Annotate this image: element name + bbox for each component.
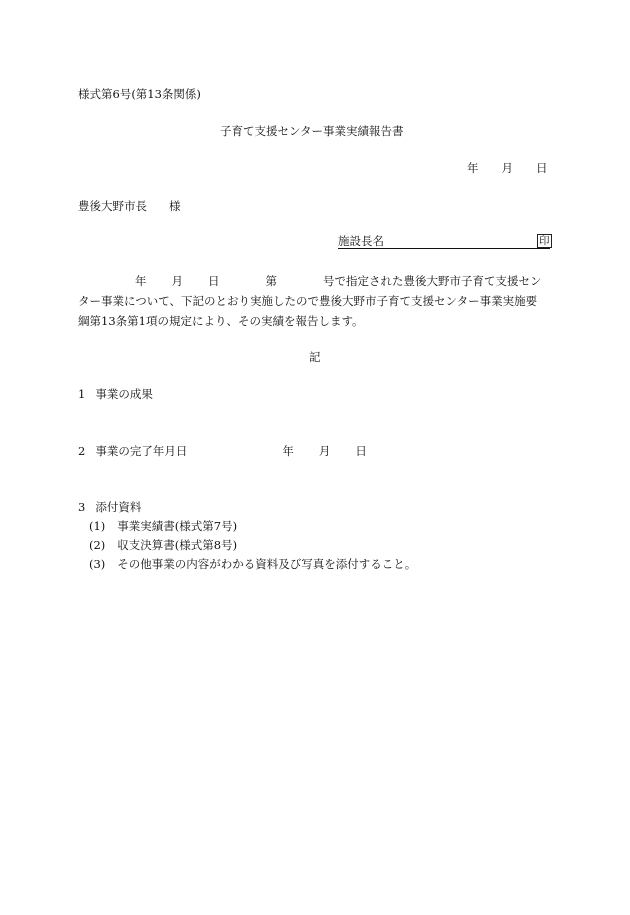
attachment-item-text: その他事業の内容がわかる資料及び写真を添付すること。 (117, 557, 417, 571)
attachment-item-text: 収支決算書(様式第8号) (117, 538, 238, 552)
body-line-3: 綱第13条第1項の規定により、その実績を報告します。 (78, 314, 364, 328)
attachment-item (89, 557, 416, 571)
addressee (78, 199, 181, 213)
section-3-number: 3 (78, 500, 86, 514)
attachment-item-number: (3) (89, 557, 106, 571)
addressee-name: 豊後大野市長 (78, 199, 147, 213)
attachment-item-number: (2) (89, 538, 106, 552)
seal-mark-text: 印 (539, 235, 550, 247)
section-2 (78, 444, 367, 458)
section-1-number: 1 (78, 387, 86, 401)
section-2-day: 日 (355, 444, 367, 458)
attachment-item (89, 519, 237, 533)
section-1-label: 事業の成果 (95, 387, 153, 401)
body-line-1-tail: 号で指定された豊後大野市子育て支援セン (323, 274, 542, 288)
section-3-label: 添付資料 (95, 500, 142, 514)
section-2-year: 年 (282, 444, 294, 458)
ki-heading: 記 (309, 350, 321, 364)
section-2-month: 月 (318, 444, 331, 458)
document-title: 子育て支援センター事業実績報告書 (220, 124, 404, 138)
body-line-2: ター事業について、下記のとおり実施したので豊後大野市子育て支援センター事業実施要 (78, 294, 538, 308)
date-month: 月 (501, 161, 513, 175)
body-month: 月 (171, 274, 183, 288)
signer-label: 施設長名 (338, 234, 384, 248)
date-line (467, 161, 548, 175)
section-1 (78, 387, 153, 401)
attachment-item-number: (1) (89, 519, 106, 533)
form-number: 様式第6号(第13条関係) (78, 87, 201, 101)
body-day: 日 (208, 274, 220, 288)
signature-line (338, 248, 550, 249)
body-line-1 (135, 274, 542, 288)
section-3 (78, 500, 141, 514)
section-2-number: 2 (78, 444, 86, 458)
attachment-item (89, 538, 237, 552)
attachment-item-text: 事業実績書(様式第7号) (117, 519, 238, 533)
body-dai: 第 (265, 274, 277, 288)
date-year: 年 (467, 161, 479, 175)
seal-mark (535, 233, 552, 248)
addressee-honorific: 様 (169, 199, 181, 213)
date-day: 日 (536, 161, 548, 175)
section-2-label: 事業の完了年月日 (95, 444, 188, 458)
body-year: 年 (135, 274, 147, 288)
